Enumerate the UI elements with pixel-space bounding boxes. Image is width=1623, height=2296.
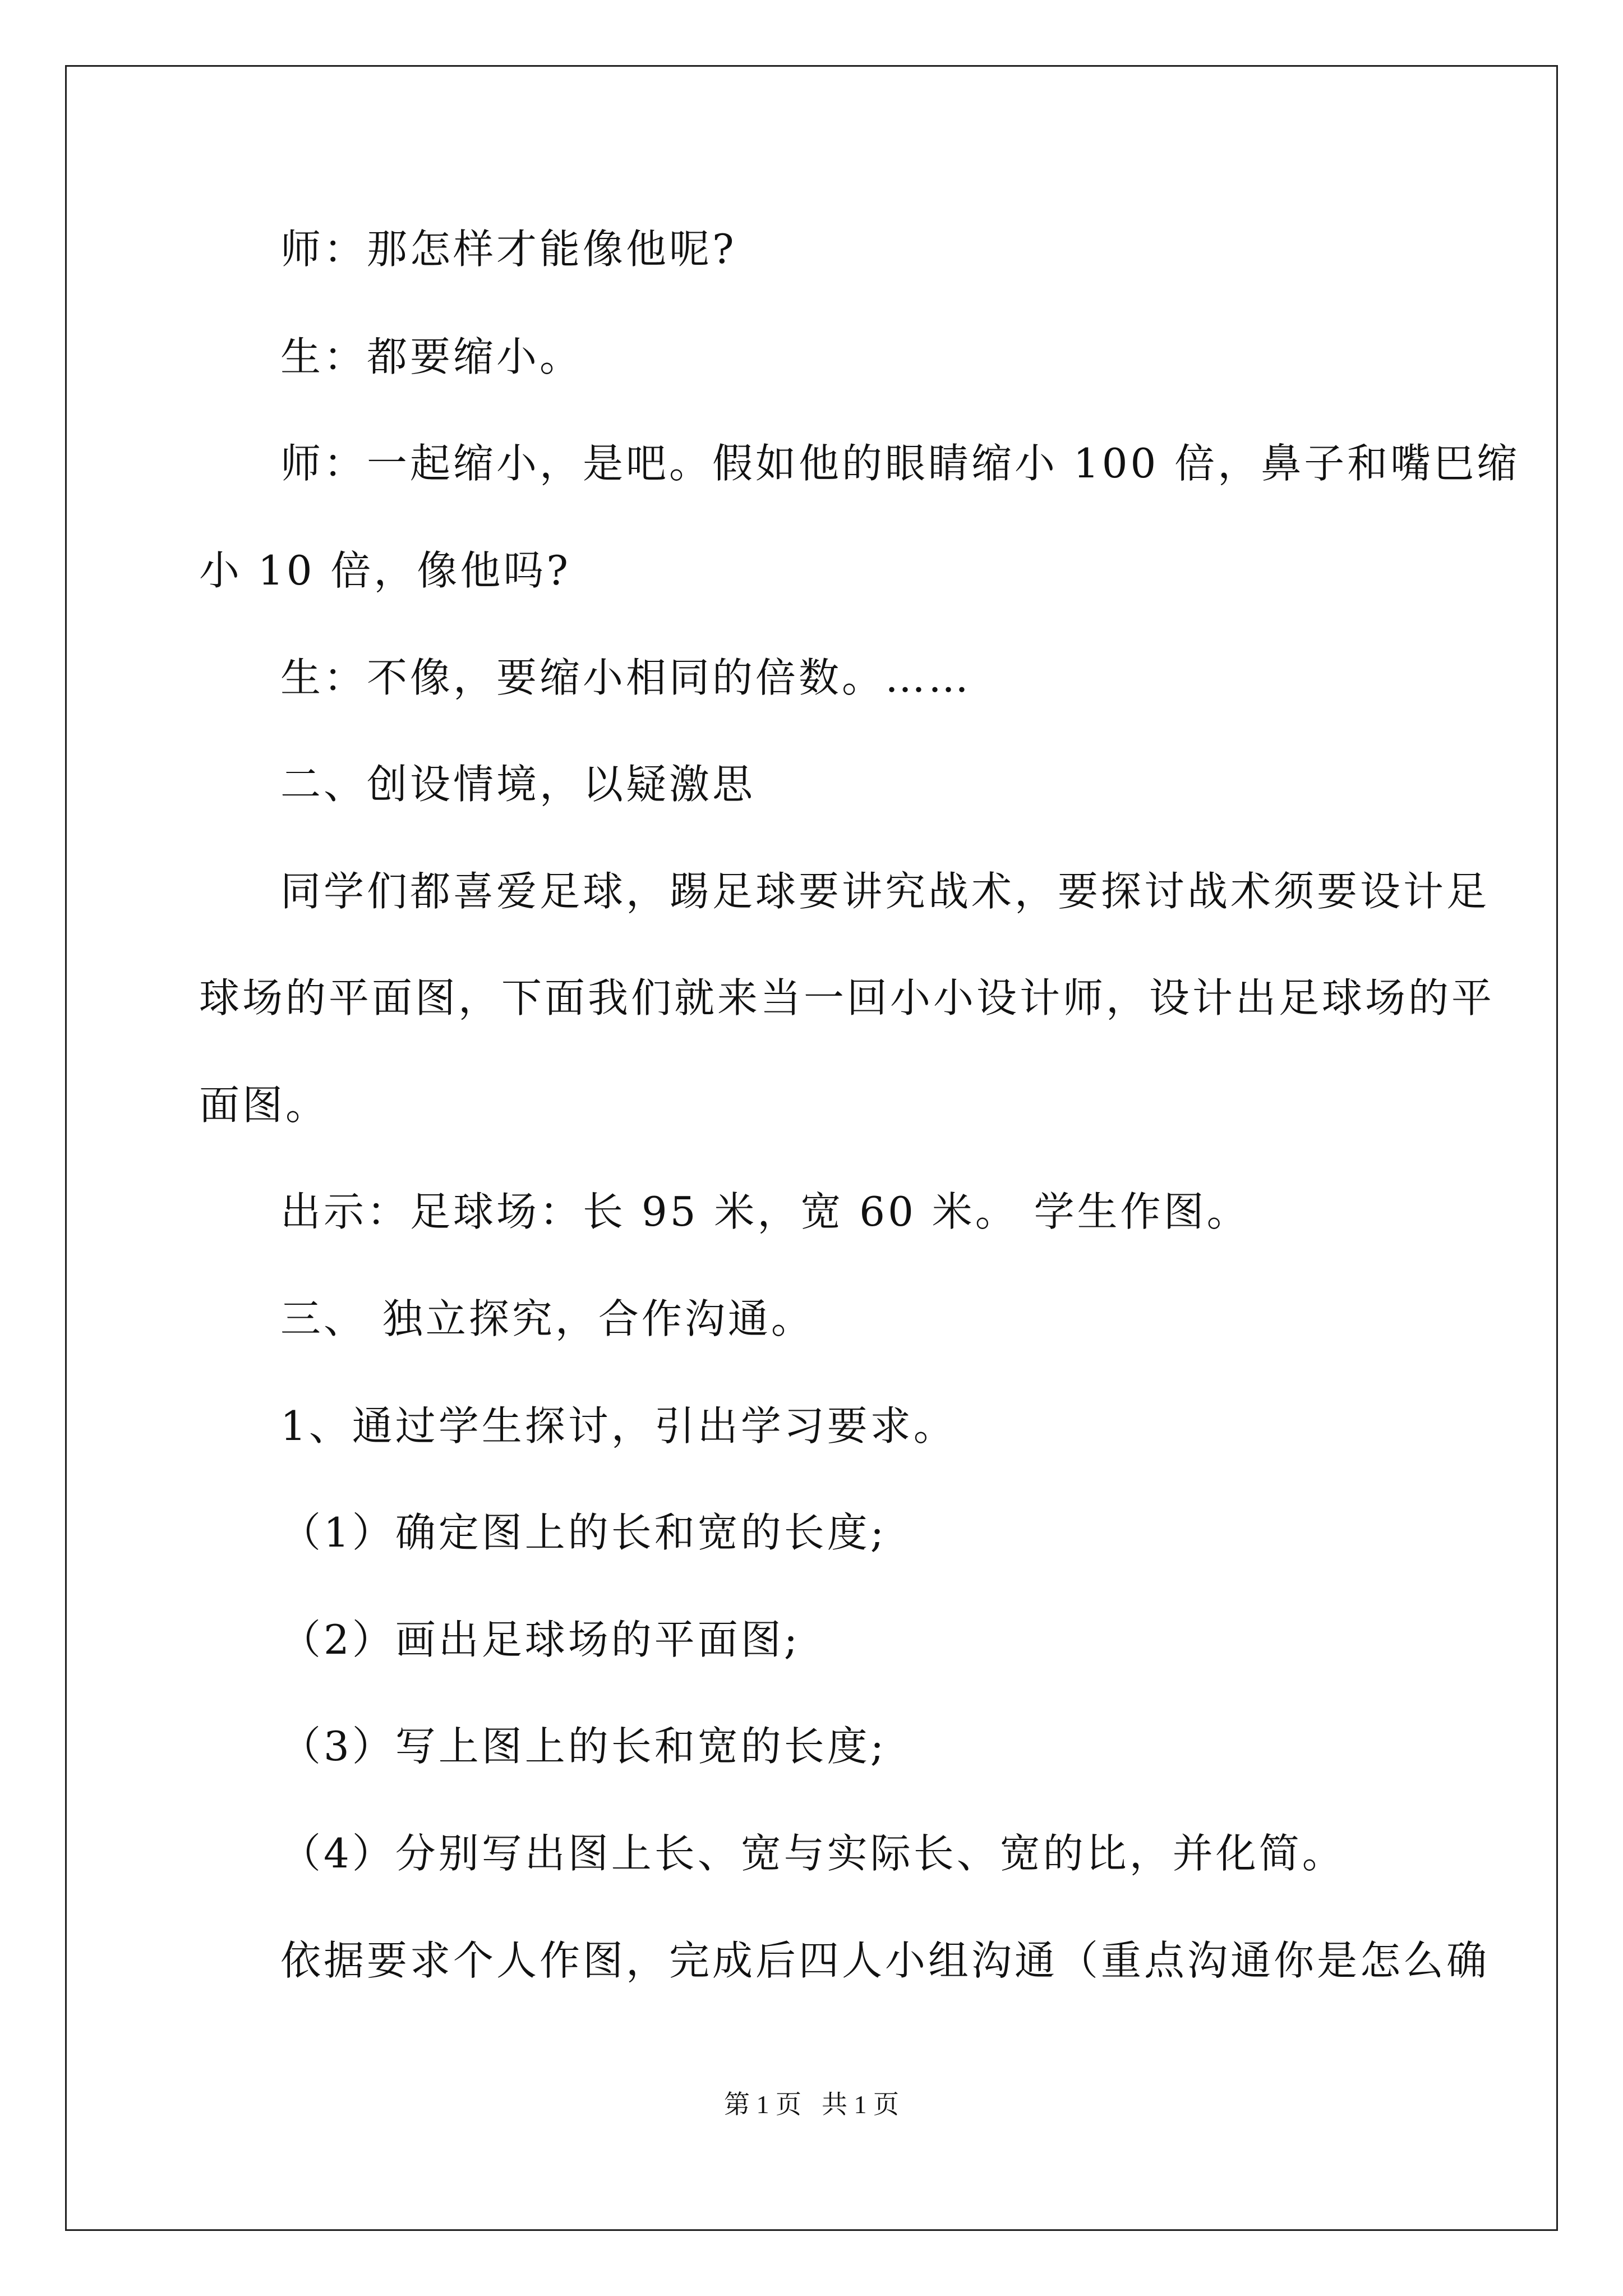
page-total: 共 1 页 [822,2090,899,2119]
text-line: 同学们都喜爱足球，踢足球要讲究战术，要探讨战术须要设计足 [280,868,1490,915]
text-line: 出示：足球场：长 95 米，宽 60 米。 学生作图。 [280,1188,1250,1235]
list-item: 1、通过学生探讨，引出学习要求。 [280,1402,957,1450]
page-number: 第 1 页 [724,2090,801,2119]
page-footer [0,2088,1623,2122]
text-line: 生：都要缩小。 [280,333,583,380]
list-item: （3）写上图上的长和宽的长度; [280,1723,887,1770]
page-border [65,65,1558,2231]
list-item: （1）确定图上的长和宽的长度; [280,1509,887,1556]
text-line: 师：那怎样才能像他呢? [280,226,737,273]
section-heading: 三、 独立探究，合作沟通。 [280,1295,814,1342]
text-line: 小 10 倍，像他吗? [199,547,571,594]
text-line: 生：不像，要缩小相同的倍数。…… [280,654,972,701]
list-item: （4）分别写出图上长、宽与实际长、宽的比，并化简。 [280,1830,1345,1877]
text-line: 面图。 [199,1082,329,1129]
text-line: 依据要求个人作图，完成后四人小组沟通（重点沟通你是怎么确 [280,1937,1490,1984]
section-heading: 二、创设情境，以疑激思 [280,761,756,808]
text-line: 球场的平面图，下面我们就来当一回小小设计师，设计出足球场的平 [199,974,1495,1022]
list-item: （2）画出足球场的平面图; [280,1616,801,1663]
text-line: 师：一起缩小，是吧。假如他的眼睛缩小 100 倍，鼻子和嘴巴缩 [280,440,1520,487]
